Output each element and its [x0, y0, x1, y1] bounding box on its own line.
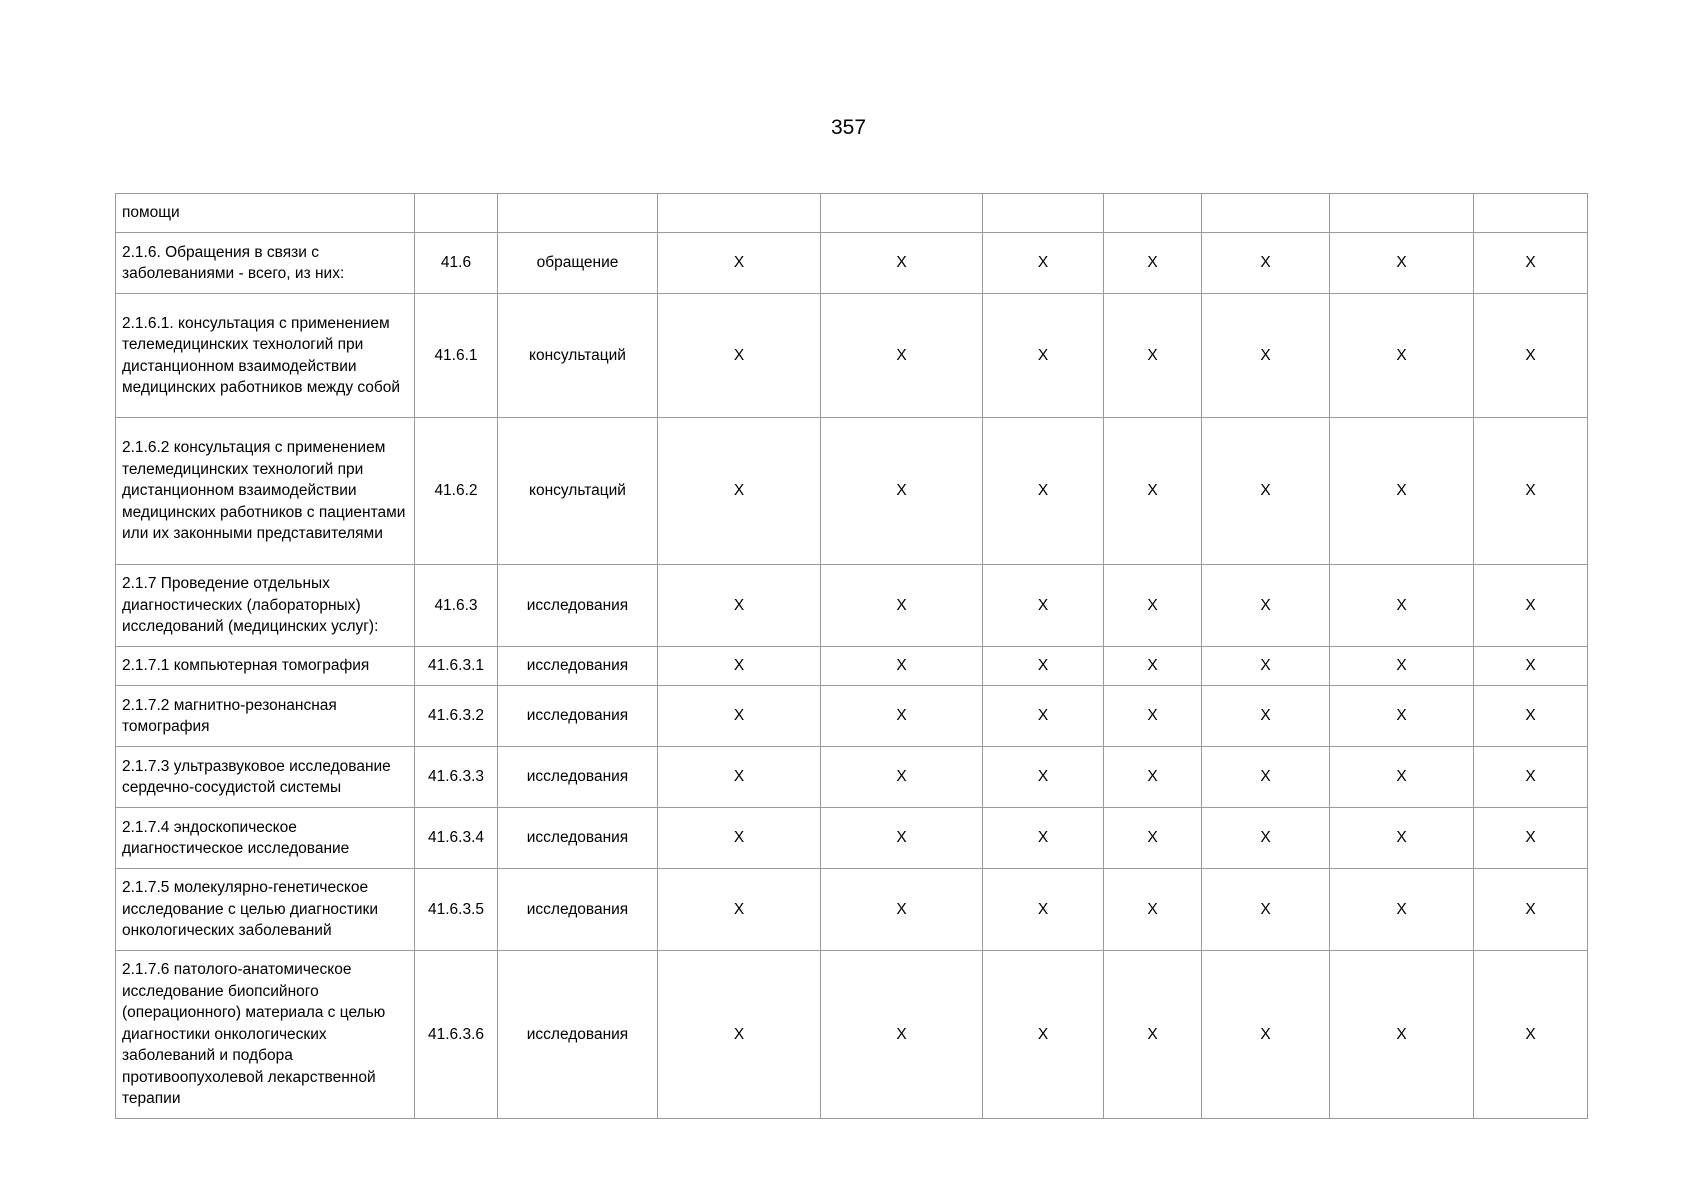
- row-value-cell: X: [1202, 686, 1330, 747]
- table-row: [116, 869, 1588, 951]
- row-value-cell: X: [983, 951, 1104, 1119]
- row-unit-cell: исследования: [498, 565, 658, 647]
- row-value-cell: [1202, 194, 1330, 233]
- row-value-cell: X: [1202, 951, 1330, 1119]
- row-value-cell: X: [1330, 565, 1474, 647]
- row-value-cell: X: [1474, 418, 1588, 565]
- row-value-cell: [658, 194, 821, 233]
- row-value-cell: X: [1104, 686, 1202, 747]
- row-value-cell: X: [658, 418, 821, 565]
- row-code-cell: [415, 194, 498, 233]
- table-row: [116, 565, 1588, 647]
- table-row: [116, 418, 1588, 565]
- row-name-cell: 2.1.6.1. консультация с применением телемедицинских технологий при дистанционном взаимодействии медицинских работников между собой: [116, 294, 415, 418]
- row-code-cell: 41.6.3.5: [415, 869, 498, 951]
- row-value-cell: X: [1104, 747, 1202, 808]
- row-name-cell: 2.1.7.2 магнитно-резонансная томография: [116, 686, 415, 747]
- row-value-cell: X: [821, 294, 983, 418]
- row-value-cell: X: [1104, 869, 1202, 951]
- row-value-cell: X: [1104, 647, 1202, 686]
- row-value-cell: X: [983, 233, 1104, 294]
- row-value-cell: X: [1202, 647, 1330, 686]
- row-value-cell: X: [1202, 294, 1330, 418]
- row-code-cell: 41.6.2: [415, 418, 498, 565]
- table-row: [116, 747, 1588, 808]
- row-unit-cell: исследования: [498, 951, 658, 1119]
- table-row: [116, 686, 1588, 747]
- row-value-cell: X: [1104, 565, 1202, 647]
- row-value-cell: X: [983, 647, 1104, 686]
- row-value-cell: X: [821, 808, 983, 869]
- table-row: [116, 808, 1588, 869]
- row-value-cell: X: [821, 951, 983, 1119]
- row-unit-cell: исследования: [498, 686, 658, 747]
- row-value-cell: X: [1474, 647, 1588, 686]
- row-name-cell: 2.1.7.4 эндоскопическое диагностическое исследование: [116, 808, 415, 869]
- row-value-cell: X: [1202, 869, 1330, 951]
- row-name-cell: 2.1.7.1 компьютерная томография: [116, 647, 415, 686]
- row-value-cell: X: [1104, 808, 1202, 869]
- row-value-cell: X: [1330, 418, 1474, 565]
- row-value-cell: X: [1104, 294, 1202, 418]
- row-value-cell: X: [821, 686, 983, 747]
- row-unit-cell: исследования: [498, 747, 658, 808]
- row-name-cell: 2.1.7.6 патолого-анатомическое исследование биопсийного (операционного) материала с целью диагностики онкологических заболеваний и подбора противоопухолевой лекарственной терапии: [116, 951, 415, 1119]
- row-unit-cell: консультаций: [498, 418, 658, 565]
- row-value-cell: X: [1104, 233, 1202, 294]
- row-unit-cell: исследования: [498, 647, 658, 686]
- row-name-cell: 2.1.7.3 ультразвуковое исследование сердечно-сосудистой системы: [116, 747, 415, 808]
- row-value-cell: [1104, 194, 1202, 233]
- row-value-cell: X: [1104, 418, 1202, 565]
- row-value-cell: X: [1330, 294, 1474, 418]
- row-code-cell: 41.6.3.4: [415, 808, 498, 869]
- row-unit-cell: [498, 194, 658, 233]
- row-code-cell: 41.6.3.1: [415, 647, 498, 686]
- table-row: [116, 194, 1588, 233]
- row-name-cell: 2.1.6.2 консультация с применением телемедицинских технологий при дистанционном взаимодействии медицинских работников с пациентами или их законными представителями: [116, 418, 415, 565]
- row-code-cell: 41.6.3.2: [415, 686, 498, 747]
- data-table: [115, 193, 1588, 1119]
- row-value-cell: X: [658, 951, 821, 1119]
- row-value-cell: X: [658, 294, 821, 418]
- row-name-cell: 2.1.7.5 молекулярно-генетическое исследование с целью диагностики онкологических заболеваний: [116, 869, 415, 951]
- row-value-cell: [983, 194, 1104, 233]
- row-value-cell: X: [1330, 747, 1474, 808]
- row-value-cell: X: [1202, 808, 1330, 869]
- row-unit-cell: обращение: [498, 233, 658, 294]
- row-value-cell: [1330, 194, 1474, 233]
- row-value-cell: X: [1330, 233, 1474, 294]
- row-unit-cell: исследования: [498, 869, 658, 951]
- row-value-cell: X: [983, 747, 1104, 808]
- table-row: [116, 233, 1588, 294]
- row-value-cell: X: [821, 869, 983, 951]
- row-code-cell: 41.6: [415, 233, 498, 294]
- row-value-cell: X: [1474, 686, 1588, 747]
- row-value-cell: X: [1474, 808, 1588, 869]
- row-value-cell: X: [1330, 808, 1474, 869]
- row-name-cell: помощи: [116, 194, 415, 233]
- row-value-cell: X: [983, 418, 1104, 565]
- row-unit-cell: исследования: [498, 808, 658, 869]
- row-value-cell: X: [983, 294, 1104, 418]
- row-value-cell: X: [1330, 686, 1474, 747]
- row-value-cell: X: [1474, 233, 1588, 294]
- row-code-cell: 41.6.3.6: [415, 951, 498, 1119]
- row-code-cell: 41.6.3.3: [415, 747, 498, 808]
- row-value-cell: [1474, 194, 1588, 233]
- row-value-cell: X: [1474, 747, 1588, 808]
- row-value-cell: X: [658, 869, 821, 951]
- row-code-cell: 41.6.3: [415, 565, 498, 647]
- table-row: [116, 647, 1588, 686]
- row-name-cell: 2.1.6. Обращения в связи с заболеваниями - всего, из них:: [116, 233, 415, 294]
- row-value-cell: [821, 194, 983, 233]
- table-body: [116, 194, 1588, 1119]
- row-value-cell: X: [1104, 951, 1202, 1119]
- row-value-cell: X: [1330, 869, 1474, 951]
- row-value-cell: X: [821, 418, 983, 565]
- row-value-cell: X: [658, 233, 821, 294]
- row-value-cell: X: [1202, 747, 1330, 808]
- row-value-cell: X: [1474, 294, 1588, 418]
- row-value-cell: X: [1474, 951, 1588, 1119]
- row-value-cell: X: [1202, 233, 1330, 294]
- row-name-cell: 2.1.7 Проведение отдельных диагностических (лабораторных) исследований (медицинских услуг):: [116, 565, 415, 647]
- row-unit-cell: консультаций: [498, 294, 658, 418]
- row-value-cell: X: [983, 565, 1104, 647]
- row-value-cell: X: [821, 647, 983, 686]
- page-number: 357: [830, 116, 867, 139]
- row-code-cell: 41.6.1: [415, 294, 498, 418]
- row-value-cell: X: [1474, 869, 1588, 951]
- table-row: [116, 294, 1588, 418]
- table-row: [116, 951, 1588, 1119]
- row-value-cell: X: [658, 686, 821, 747]
- row-value-cell: X: [1202, 418, 1330, 565]
- row-value-cell: X: [658, 808, 821, 869]
- row-value-cell: X: [821, 233, 983, 294]
- row-value-cell: X: [983, 869, 1104, 951]
- row-value-cell: X: [658, 747, 821, 808]
- row-value-cell: X: [983, 686, 1104, 747]
- row-value-cell: X: [658, 647, 821, 686]
- row-value-cell: X: [1330, 951, 1474, 1119]
- row-value-cell: X: [1330, 647, 1474, 686]
- row-value-cell: X: [821, 747, 983, 808]
- row-value-cell: X: [821, 565, 983, 647]
- row-value-cell: X: [658, 565, 821, 647]
- row-value-cell: X: [1474, 565, 1588, 647]
- row-value-cell: X: [983, 808, 1104, 869]
- row-value-cell: X: [1202, 565, 1330, 647]
